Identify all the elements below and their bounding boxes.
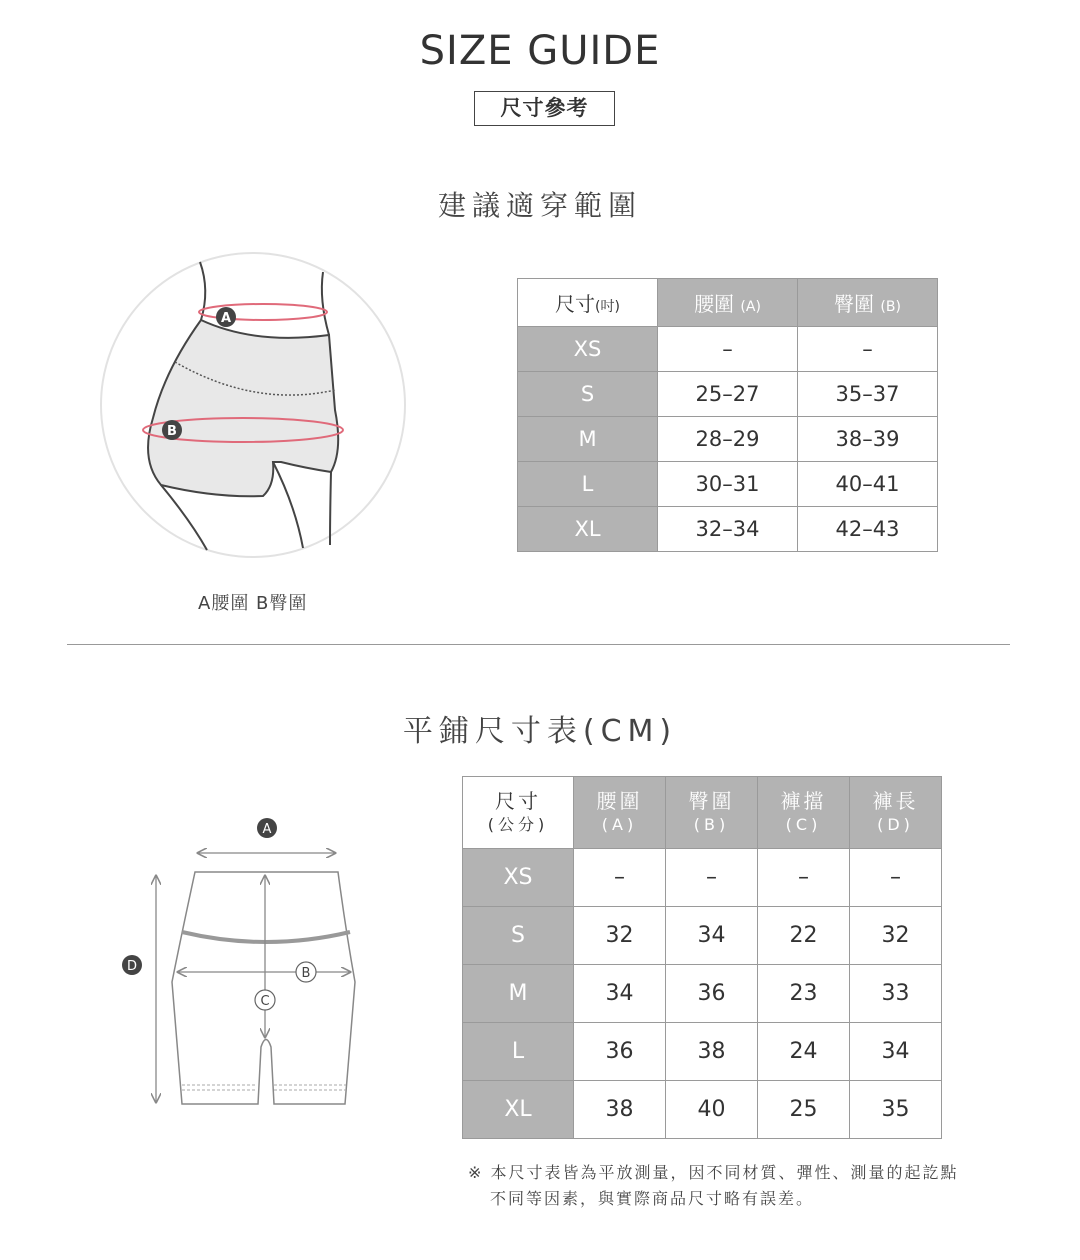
marker-a-label: A	[220, 311, 232, 326]
value-cell: 25	[758, 1081, 850, 1139]
corner-unit: (吋)	[595, 299, 620, 315]
value-cell: 34	[666, 907, 758, 965]
value-cell: 32	[850, 907, 942, 965]
size-cell: XL	[463, 1081, 574, 1139]
value-cell: –	[658, 327, 798, 372]
col-tag: (B)	[693, 814, 730, 834]
col-tag: (D)	[877, 814, 914, 834]
note-line-2: 不同等因素，與實際商品尺寸略有誤差。	[490, 1189, 815, 1208]
value-cell: –	[666, 849, 758, 907]
col-tag: (C)	[785, 814, 822, 834]
marker-a-label: A	[262, 822, 272, 837]
section-divider	[67, 644, 1010, 645]
size-cell: L	[518, 462, 658, 507]
marker-b-label: B	[167, 424, 177, 439]
flat-size-table	[462, 776, 942, 1139]
col-tag: (B)	[880, 299, 901, 315]
corner-unit: (公分)	[487, 814, 549, 834]
value-cell: 38–39	[798, 417, 938, 462]
value-cell: 28–29	[658, 417, 798, 462]
col-hip	[798, 279, 938, 327]
value-cell: 34	[850, 1023, 942, 1081]
value-cell: 40	[666, 1081, 758, 1139]
shorts-flat-illustration	[110, 812, 370, 1112]
value-cell: 32–34	[658, 507, 798, 552]
recommended-heading: 建議適穿範圍	[437, 189, 642, 222]
value-cell: 22	[758, 907, 850, 965]
size-cell: S	[463, 907, 574, 965]
measurement-note	[468, 1160, 959, 1212]
size-cell: M	[463, 965, 574, 1023]
value-cell: 33	[850, 965, 942, 1023]
note-line-1: ※ 本尺寸表皆為平放測量，因不同材質、彈性、測量的起訖點	[468, 1163, 959, 1182]
page-subtitle: 尺寸參考	[474, 91, 615, 126]
table-header-row	[518, 279, 938, 327]
size-cell: M	[518, 417, 658, 462]
value-cell: 25–27	[658, 372, 798, 417]
table-row	[518, 462, 938, 507]
table-row	[463, 965, 942, 1023]
table-row	[463, 907, 942, 965]
value-cell: –	[850, 849, 942, 907]
value-cell: 24	[758, 1023, 850, 1081]
col-waist	[574, 777, 666, 849]
value-cell: 23	[758, 965, 850, 1023]
col-hip	[666, 777, 758, 849]
table-row	[518, 507, 938, 552]
page-title: SIZE GUIDE	[419, 28, 661, 74]
col-tag: (A)	[601, 814, 638, 834]
table-row	[463, 1081, 942, 1139]
value-cell: 35–37	[798, 372, 938, 417]
value-cell: 32	[574, 907, 666, 965]
value-cell: 36	[574, 1023, 666, 1081]
value-cell: 38	[666, 1023, 758, 1081]
table-corner	[518, 279, 658, 327]
table-row	[463, 849, 942, 907]
size-cell: XS	[518, 327, 658, 372]
corner-label: 尺寸	[555, 292, 596, 316]
col-length	[850, 777, 942, 849]
value-cell: 42–43	[798, 507, 938, 552]
flat-heading: 平鋪尺寸表(CM)	[402, 714, 678, 749]
col-label: 腰圍	[694, 292, 735, 316]
table-corner	[463, 777, 574, 849]
col-label: 腰圍	[596, 788, 643, 813]
col-tag: (A)	[740, 299, 761, 315]
size-cell: XS	[463, 849, 574, 907]
value-cell: 35	[850, 1081, 942, 1139]
corner-label: 尺寸	[495, 788, 541, 813]
value-cell: 36	[666, 965, 758, 1023]
value-cell: 30–31	[658, 462, 798, 507]
size-cell: S	[518, 372, 658, 417]
size-cell: L	[463, 1023, 574, 1081]
recommended-size-table	[517, 278, 938, 552]
marker-b-label: B	[301, 966, 311, 981]
value-cell: –	[758, 849, 850, 907]
value-cell: 38	[574, 1081, 666, 1139]
col-waist	[658, 279, 798, 327]
col-label: 臀圍	[834, 292, 875, 316]
body-measure-illustration	[95, 250, 415, 570]
value-cell: –	[798, 327, 938, 372]
marker-d-label: D	[126, 959, 138, 974]
marker-c-label: C	[260, 994, 270, 1009]
col-label: 臀圍	[688, 788, 735, 813]
table-row	[518, 327, 938, 372]
value-cell: 34	[574, 965, 666, 1023]
table-row	[518, 372, 938, 417]
col-rise	[758, 777, 850, 849]
measure-legend: A腰圍 B臀圍	[198, 593, 308, 614]
value-cell: –	[574, 849, 666, 907]
col-label: 褲擋	[780, 788, 827, 813]
col-label: 褲長	[872, 788, 919, 813]
table-row	[518, 417, 938, 462]
table-row	[463, 1023, 942, 1081]
value-cell: 40–41	[798, 462, 938, 507]
table-header-row	[463, 777, 942, 849]
size-cell: XL	[518, 507, 658, 552]
